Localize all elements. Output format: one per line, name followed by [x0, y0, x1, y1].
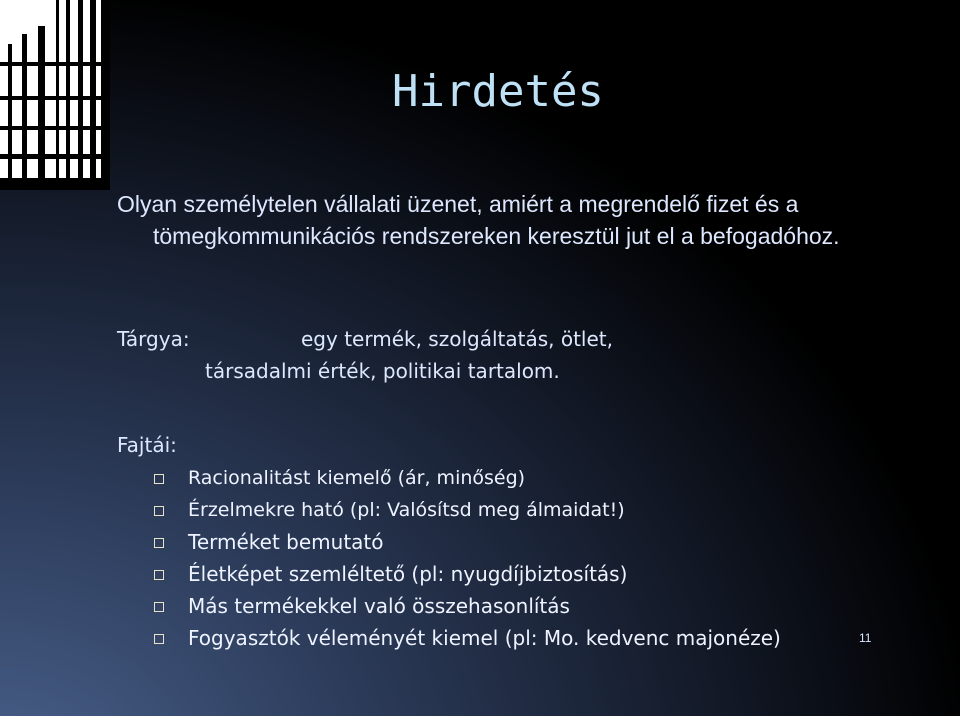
corner-stripes-icon [0, 0, 110, 190]
subject-label: Tárgya: [117, 327, 190, 351]
list-item-text: Fogyasztók véleményét kiemel (pl: Mo. kedvenc majonéze) [188, 626, 781, 650]
subject-line-1: egy termék, szolgáltatás, ötlet, [301, 327, 613, 351]
hollow-square-bullet-icon [154, 602, 164, 612]
list-item-text: Érzelmekre ható (pl: Valósítsd meg álmaidat!) [188, 499, 625, 521]
list-item [152, 622, 781, 654]
list-item [152, 494, 781, 526]
slide-title: Hirdetés [392, 66, 604, 117]
list-item [152, 462, 781, 494]
hollow-square-bullet-icon [154, 538, 164, 548]
list-item-text: Más termékekkel való összehasonlítás [188, 594, 570, 618]
list-item [152, 558, 781, 590]
types-label: Fajtái: [117, 433, 177, 457]
hollow-square-bullet-icon [154, 634, 164, 644]
list-item-text: Racionalitást kiemelő (ár, minőség) [188, 467, 526, 489]
list-item [152, 590, 781, 622]
list-item-text: Terméket bemutató [188, 530, 384, 554]
types-list [152, 462, 781, 654]
subject-block [117, 323, 907, 387]
page-number: 11 [859, 631, 872, 645]
hollow-square-bullet-icon [154, 506, 164, 516]
hollow-square-bullet-icon [154, 474, 164, 484]
intro-paragraph: Olyan személytelen vállalati üzenet, amiért a megrendelő fizet és a tömegkommunikációs rendszereken keresztül jut el a befogadóhoz. [117, 191, 840, 249]
subject-line-2: társadalmi érték, politikai tartalom. [205, 359, 560, 383]
hollow-square-bullet-icon [154, 570, 164, 580]
list-item-text: Életképet szemléltető (pl: nyugdíjbiztosítás) [188, 562, 628, 586]
list-item [152, 526, 781, 558]
